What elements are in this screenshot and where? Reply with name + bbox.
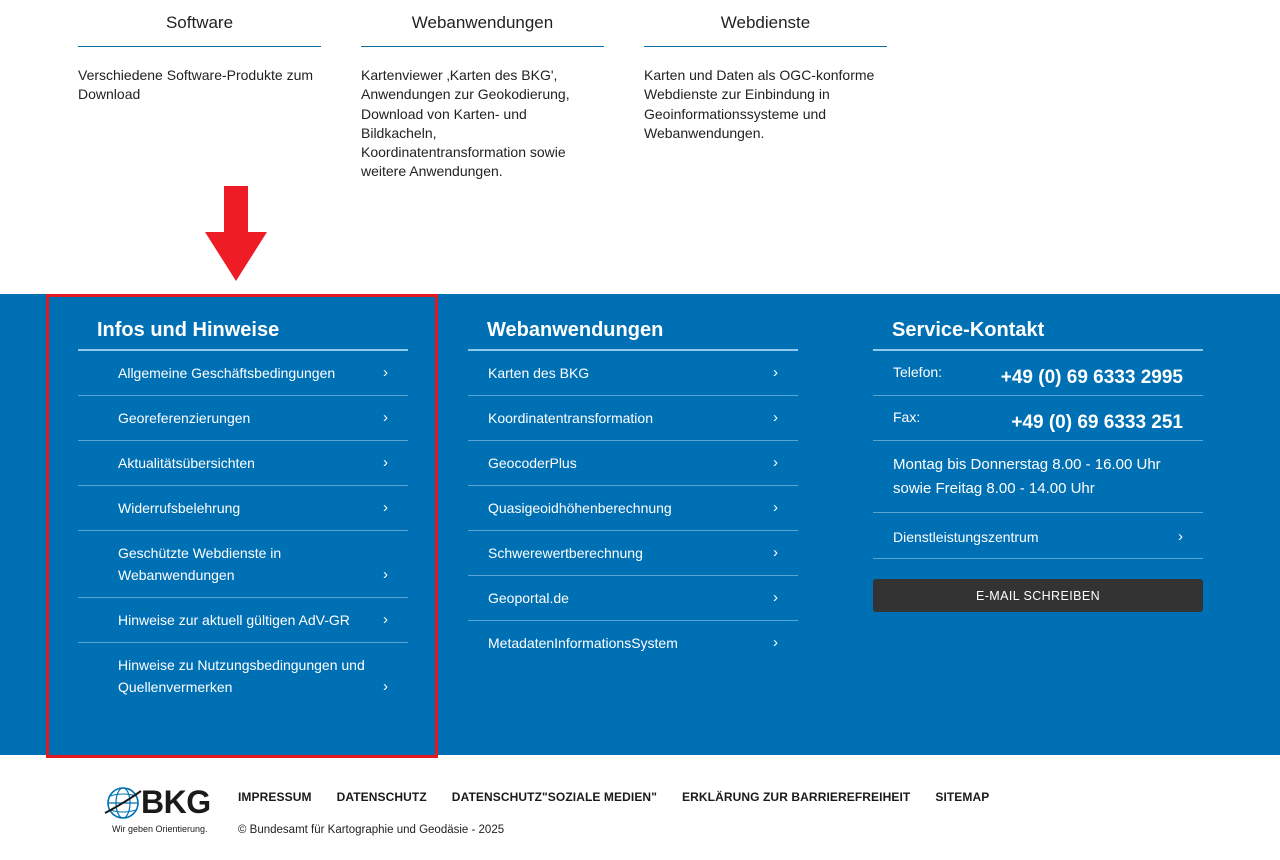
hours-line: Montag bis Donnerstag 8.00 - 16.00 Uhr — [893, 456, 1161, 473]
red-arrow-down-icon — [204, 186, 268, 282]
chevron-right-icon: › — [383, 409, 388, 426]
globe-logo-icon — [103, 783, 143, 823]
card-software[interactable] — [78, 0, 321, 105]
card-description: Verschiedene Software-Produkte zum Download — [78, 67, 314, 103]
webapps-column — [468, 294, 798, 665]
card-description: Kartenviewer ‚Karten des BKG', Anwendungen zur Geokodierung, Download von Karten- und Bildkacheln, Koordinatentransformation sowie weitere Anwendungen. — [361, 67, 570, 180]
chevron-right-icon: › — [383, 364, 388, 381]
chevron-right-icon: › — [773, 589, 778, 606]
phone-label: Telefon: — [893, 364, 943, 380]
chevron-right-icon: › — [383, 611, 388, 628]
service-heading: Service-Kontakt — [873, 294, 1203, 351]
logo-slogan: Wir geben Orientierung. — [112, 824, 208, 834]
webapps-heading: Webanwendungen — [468, 294, 798, 351]
link-label: Hinweise zu Nutzungsbedingungen und Quellenvermerken — [118, 657, 365, 695]
opening-hours — [873, 441, 1203, 513]
link-geocoderplus[interactable] — [468, 441, 798, 486]
link-label: Quasigeoidhöhenberechnung — [488, 500, 672, 516]
link-geoportal[interactable] — [468, 576, 798, 621]
email-button[interactable]: E-MAIL SCHREIBEN — [873, 579, 1203, 612]
chevron-right-icon: › — [383, 566, 388, 583]
highlight-frame — [46, 294, 438, 758]
chevron-right-icon: › — [773, 409, 778, 426]
copyright: © Bundesamt für Kartographie und Geodäsie - 2025 — [238, 824, 505, 836]
link-karten-des-bkg[interactable] — [468, 351, 798, 396]
footer-link-barrierefreiheit[interactable]: ERKLÄRUNG ZUR BARRIEREFREIHEIT — [682, 790, 911, 804]
chevron-right-icon: › — [383, 499, 388, 516]
link-label: Dienstleistungszentrum — [893, 529, 1039, 545]
footer-link-sitemap[interactable]: SITEMAP — [935, 790, 990, 804]
hours-line: sowie Freitag 8.00 - 14.00 Uhr — [893, 480, 1095, 497]
link-label: GeocoderPlus — [488, 455, 577, 471]
chevron-right-icon: › — [383, 678, 388, 695]
link-label: Schwerewertberechnung — [488, 545, 643, 561]
chevron-right-icon: › — [383, 454, 388, 471]
link-label: Hinweise zur aktuell gültigen AdV-GR — [118, 612, 350, 628]
fax-row — [873, 396, 1203, 441]
chevron-right-icon: › — [773, 364, 778, 381]
card-title[interactable]: Webanwendungen — [361, 0, 604, 47]
link-metadaten[interactable] — [468, 621, 798, 665]
footer-nav — [238, 789, 1014, 805]
chevron-right-icon: › — [773, 499, 778, 516]
footer-link-impressum[interactable]: IMPRESSUM — [238, 790, 312, 804]
phone-number[interactable]: +49 (0) 69 6333 2995 — [1000, 367, 1183, 388]
link-label: Aktualitätsübersichten — [118, 455, 255, 471]
footer-link-datenschutz[interactable]: DATENSCHUTZ — [336, 790, 427, 804]
link-label: Karten des BKG — [488, 365, 590, 381]
chevron-right-icon: › — [1178, 528, 1183, 545]
card-webdienste[interactable] — [644, 0, 887, 143]
service-column — [873, 294, 1203, 612]
link-label: Geschützte Webdienste in Webanwendungen — [118, 545, 282, 583]
card-webanwendungen[interactable] — [361, 0, 604, 182]
link-label: Allgemeine Geschäftsbedingungen — [118, 365, 336, 381]
link-label: Georeferenzierungen — [118, 410, 251, 426]
card-description: Karten und Daten als OGC-konforme Webdienste zur Einbindung in Geoinformationssysteme und Webanwendungen. — [644, 67, 875, 141]
link-label: Koordinatentransformation — [488, 410, 653, 426]
link-label: Widerrufsbelehrung — [118, 500, 241, 516]
chevron-right-icon: › — [773, 544, 778, 561]
card-title[interactable]: Software — [78, 0, 321, 47]
chevron-right-icon: › — [773, 454, 778, 471]
chevron-right-icon: › — [773, 634, 778, 651]
link-label: Geoportal.de — [488, 590, 569, 606]
link-schwerewert[interactable] — [468, 531, 798, 576]
bkg-logo[interactable] — [103, 783, 213, 839]
fax-number: +49 (0) 69 6333 251 — [1011, 412, 1183, 433]
card-title[interactable]: Webdienste — [644, 0, 887, 47]
phone-row — [873, 351, 1203, 396]
infos-heading: Infos und Hinweise — [78, 294, 408, 351]
link-dienstleistungszentrum[interactable] — [873, 513, 1203, 559]
fax-label: Fax: — [893, 409, 921, 425]
link-koordinatentransformation[interactable] — [468, 396, 798, 441]
footer-link-datenschutz-social[interactable]: DATENSCHUTZ"SOZIALE MEDIEN" — [451, 790, 657, 804]
link-quasigeoidhoehe[interactable] — [468, 486, 798, 531]
logo-wordmark: BKG — [141, 784, 211, 820]
link-label: MetadatenInformationsSystem — [488, 635, 678, 651]
